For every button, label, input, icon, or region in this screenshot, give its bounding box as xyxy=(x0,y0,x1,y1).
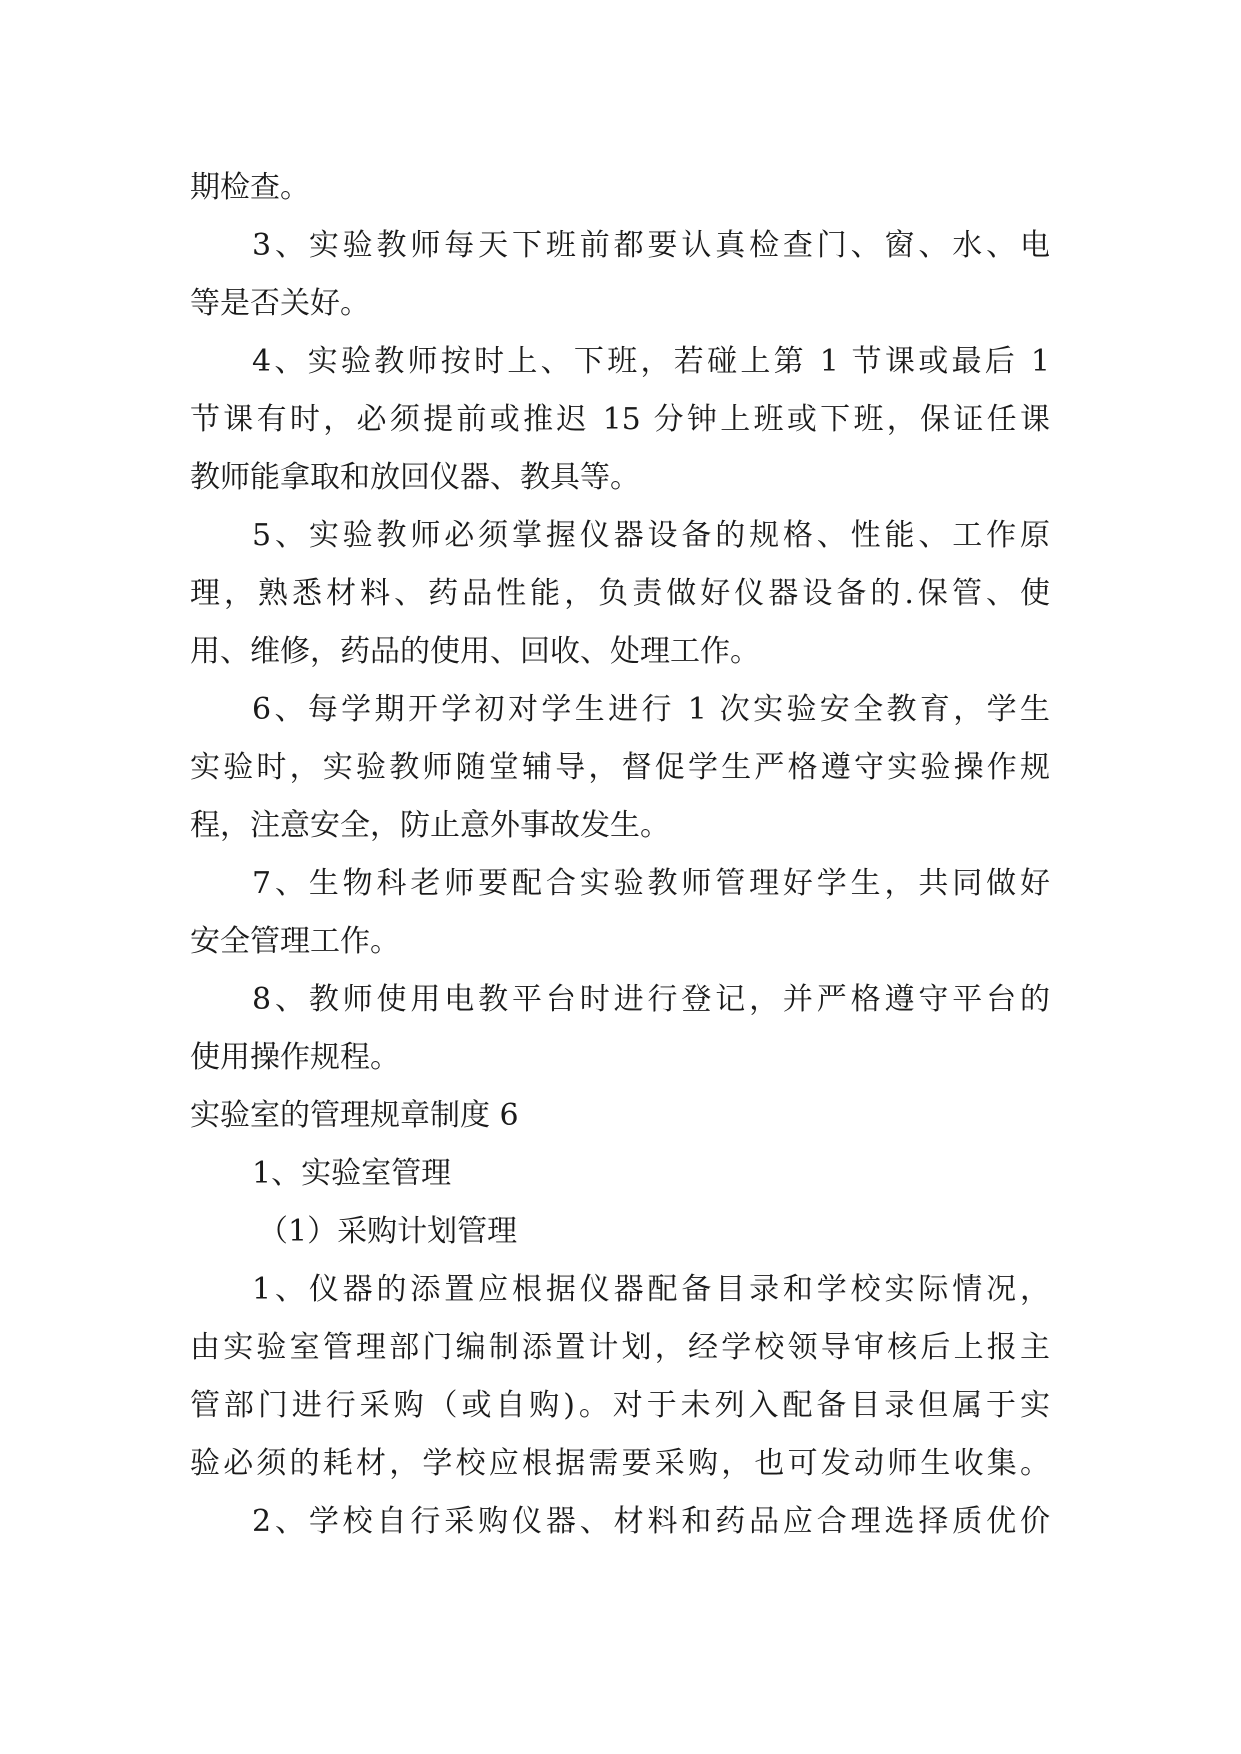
text-line-8: 理，熟悉材料、药品性能，负责做好仪器设备的.保管、使 xyxy=(190,576,1050,611)
text-line-11: 实验时，实验教师随堂辅导，督促学生严格遵守实验操作规 xyxy=(190,750,1050,785)
text-line-21: 由实验室管理部门编制添置计划，经学校领导审核后上报主 xyxy=(190,1330,1050,1365)
text-line-12: 程，注意安全，防止意外事故发生。 xyxy=(190,808,670,843)
text-line-9: 用、维修，药品的使用、回收、处理工作。 xyxy=(190,634,760,669)
subsubsection-heading: （1）采购计划管理 xyxy=(258,1214,518,1249)
text-line-10: 6、每学期开学初对学生进行 1 次实验安全教育，学生 xyxy=(252,692,1050,727)
text-line-24: 2、学校自行采购仪器、材料和药品应合理选择质优价 xyxy=(252,1504,1050,1539)
section-heading: 实验室的管理规章制度 6 xyxy=(190,1098,519,1133)
text-line-2: 3、实验教师每天下班前都要认真检查门、窗、水、电 xyxy=(252,228,1050,263)
text-line-5: 节课有时，必须提前或推迟 15 分钟上班或下班，保证任课 xyxy=(190,402,1050,437)
text-line-14: 安全管理工作。 xyxy=(190,924,400,959)
text-line-4: 4、实验教师按时上、下班，若碰上第 1 节课或最后 1 xyxy=(252,344,1050,379)
text-line-6: 教师能拿取和放回仪器、教具等。 xyxy=(190,460,640,495)
text-line-13: 7、生物科老师要配合实验教师管理好学生，共同做好 xyxy=(252,866,1050,901)
text-line-22: 管部门进行采购（或自购)。对于未列入配备目录但属于实 xyxy=(190,1388,1050,1423)
subsection-heading: 1、实验室管理 xyxy=(252,1156,452,1191)
text-line-3: 等是否关好。 xyxy=(190,286,370,321)
text-line-20: 1、仪器的添置应根据仪器配备目录和学校实际情况， xyxy=(252,1272,1050,1307)
text-line-23: 验必须的耗材，学校应根据需要采购，也可发动师生收集。 xyxy=(190,1446,1050,1481)
text-line-7: 5、实验教师必须掌握仪器设备的规格、性能、工作原 xyxy=(252,518,1050,553)
text-line-1: 期检查。 xyxy=(190,170,310,205)
text-line-15: 8、教师使用电教平台时进行登记，并严格遵守平台的 xyxy=(252,982,1050,1017)
text-line-16: 使用操作规程。 xyxy=(190,1040,400,1075)
